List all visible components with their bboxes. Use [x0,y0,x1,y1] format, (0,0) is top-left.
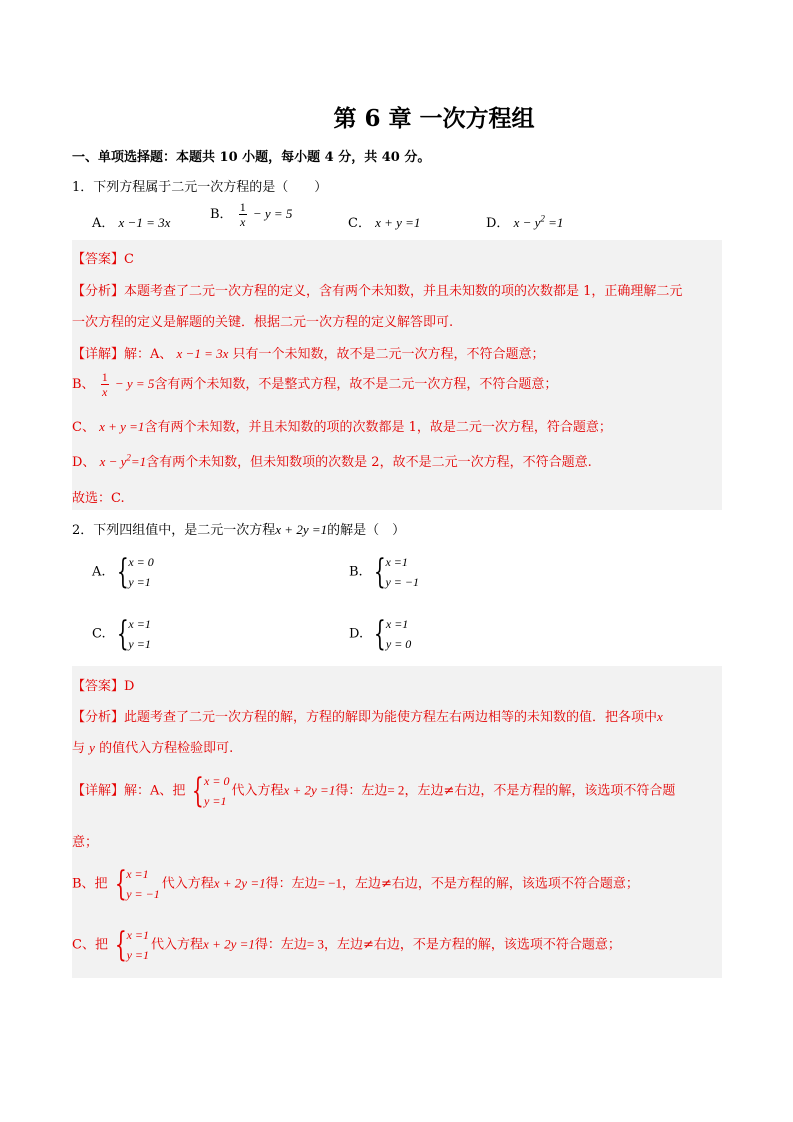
math-fragment: 的解是（ ） [327,523,406,538]
q2-analysis-line1 [72,706,663,725]
math-fragment: =1 [130,454,147,469]
math-fragment: y = −1 [126,887,160,901]
section-heading: 一、单项选择题：本题共 10 小题，每小题 4 分，共 40 分。 [72,150,431,165]
q2-option-a [92,552,156,592]
q1-detail-b [72,371,557,398]
math-fragment: 代入方程 [151,937,204,953]
option-label: B． [210,207,233,222]
math-fragment: 得：左边 [254,937,307,953]
q2-detail-a-continued: 意； [72,835,99,850]
q2-option-c [92,614,153,654]
option-math: $x - y^2 =1$ [513,213,564,230]
math-fragment: = −1 [317,875,343,891]
page-title: 第 6 章 一次方程组 [333,105,535,132]
equation-system: { x = 0 y =1 [116,552,154,592]
q1-detail-d: D、 $x - y^2=1$含有两个未知数，但未知数项的次数是 2，故不是二元一次方程，不符合题意. [72,452,592,470]
q1-detail-a [72,343,545,362]
math-fragment: 【详解】解：A、 [72,347,173,362]
q2-stem [72,519,405,538]
q2-detail-a: 【详解】解：A、把 { x = 0 y =1 代入方程x + 2y =1得：左边= 2，左边≠右边，不是方程的解，该选项不符合题 [72,771,676,811]
q1-choice: 故选：C. [72,491,125,506]
q1-option-d [486,212,563,231]
math-fragment: x − y [513,215,541,230]
equation-system: { x =1 y = 0 [374,614,412,654]
math-fragment: − y = 5 [114,376,155,391]
option-math: x + y =1 [375,215,421,230]
math-fragment: y =1 [204,794,227,808]
math-fragment: = 2 [387,782,405,798]
math-fragment: x =1 [385,555,408,569]
math-fragment: 得：左边 [265,876,318,892]
math-fragment: ，左边≠右边，不是方程的解，该选项不符合题 [404,783,676,799]
option-math: − y = 5 [252,206,293,221]
equation-system: { x =1 y = −1 [373,552,419,592]
option-label: C. [92,626,106,642]
option-label: D. [349,626,364,642]
math-fragment: C、 [72,420,95,435]
q1-answer: 【答案】C [72,252,134,267]
q2-analysis-line2 [72,737,233,756]
q2-detail-b: B、把 { x =1 y = −1 代入方程x + 2y =1得：左边= −1，左边≠右边，不是方程的解，该选项不符合题意； [72,864,639,904]
option-label: A. [92,564,106,580]
math-fragment: x = 0 [204,774,230,788]
math-fragment: 代入方程 [231,783,284,799]
math-fragment: x =1 [126,928,150,942]
math-fragment: y =1 [128,637,151,651]
math-fragment: 2．下列四组值中，是二元一次方程 [72,523,276,538]
math-fragment: x = 0 [128,555,154,569]
math-fragment: y = −1 [385,575,419,589]
math-fragment: B、 [72,377,95,392]
math-fragment: x − y [99,454,127,469]
math-fragment: x =1 [128,617,151,631]
math-fragment: x =1 [385,617,409,631]
math-fragment: 含有两个未知数，但未知数项的次数是 2，故不是二元一次方程，不符合题意. [146,455,592,470]
math-fragment: x =1 [126,867,149,881]
math-fragment: 与 [72,741,86,756]
math-fragment: y [89,740,95,755]
q2-detail-c: C、把 { x =1 y =1 代入方程x + 2y =1得：左边= 3，左边≠右边，不是方程的解，该选项不符合题意； [72,925,621,965]
math-fragment: 含有两个未知数，并且未知数的项的次数都是 1，故是二元一次方程，符合题意； [144,420,612,435]
option-label: A． [92,216,115,231]
fraction-denominator: x [240,215,246,229]
q1-stem: 1．下列方程属于二元一次方程的是（ ） [72,180,328,195]
fraction-numerator: 1 [239,200,246,214]
math-fragment: x −1 = 3x [176,346,229,361]
math-fragment: 的值代入方程检验即可. [99,741,234,756]
math-fragment: 代入方程 [161,876,214,892]
math-fragment: 含有两个未知数，不是整式方程，故不是二元一次方程，不符合题意； [154,377,558,392]
math-fragment: 1 [101,370,108,384]
math-fragment: x [657,709,663,724]
math-fragment: 得：左边 [335,783,388,799]
math-fragment: ，左边≠右边，不是方程的解，该选项不符合题意； [324,937,621,953]
math-fragment: 【详解】解：A、把 [72,783,186,799]
math-fragment: x + 2y =1 [275,522,328,537]
fraction [239,201,247,228]
q1-analysis-line1: 【分析】本题考查了二元一次方程的定义，含有两个未知数，并且未知数的项的次数都是 1，正确理解二元 [72,284,683,299]
equation-system: { x =1 y =1 [116,614,151,654]
math-fragment: 【分析】此题考查了二元一次方程的解，方程的解即为能使方程左右两边相等的未知数的值．把各项中 [72,710,658,725]
math-fragment: D、 [72,455,96,470]
math-fragment: B、把 [72,876,108,892]
math-fragment: 只有一个未知数，故不是二元一次方程，不符合题意； [232,347,545,362]
option-math: x −1 = 3x [118,215,171,230]
q2-option-b [349,552,421,592]
q1-detail-c [72,416,612,435]
q1-analysis-line2: 一次方程的定义是解题的关键．根据二元一次方程的定义解答即可. [72,315,454,330]
q2-answer: 【答案】D [72,679,135,694]
fraction [101,371,109,398]
math-fragment: C、把 [72,937,108,953]
option-label: D． [486,216,510,231]
math-fragment: x + 2y =1 [283,782,336,798]
option-label: C． [348,216,371,231]
q1-option-b [210,201,292,228]
math-fragment: x [102,385,108,399]
math-fragment: x + y =1 [99,419,145,434]
math-fragment: =1 [548,215,564,230]
math-fragment: ，左边≠右边，不是方程的解，该选项不符合题意； [342,876,639,892]
q2-option-d [349,614,413,654]
q1-option-a [92,212,170,231]
q1-option-c [348,212,420,231]
option-label: B. [349,564,363,580]
math-fragment: y = 0 [385,637,412,651]
math-fragment: x + 2y =1 [203,936,255,952]
math-fragment: y =1 [128,575,151,589]
math-fragment: = 3 [306,936,324,952]
math-fragment: x + 2y =1 [213,875,266,891]
math-fragment: y =1 [126,948,150,962]
